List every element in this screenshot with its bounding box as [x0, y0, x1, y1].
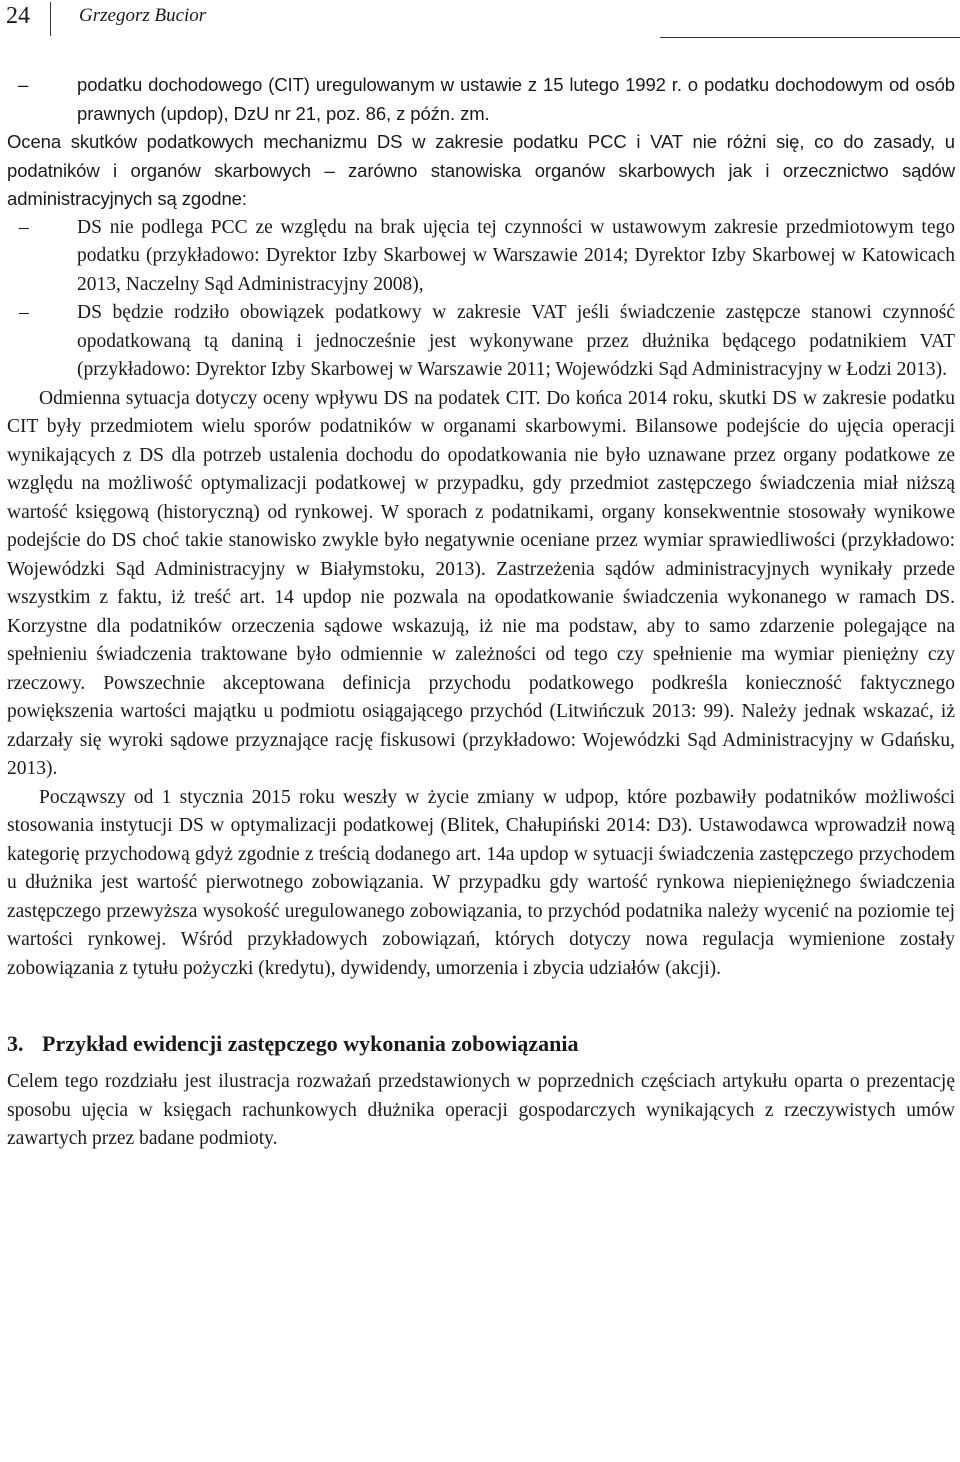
- list-item: [7, 71, 955, 128]
- paragraph: Ocena skutków podatkowych mechanizmu DS w zakresie podatku PCC i VAT nie różni się, co do zasady, u podatników i organów skarbowych – zarówno stanowiska organów skarbowych jak i orzecznictwo sądów administracyjnych są zgodne:: [7, 131, 955, 209]
- paragraph: Celem tego rozdziału jest ilustracja rozważań przedstawionych w poprzednich częściach artykułu oparta o prezentację sposobu ujęcia w księgach rachunkowych dłużnika operacji gospodarczych wynikających z rzeczywistych umów zawartych przez badane podmioty.: [7, 1071, 955, 1149]
- list-item-text: podatku dochodowego (CIT) uregulowanym w ustawie z 15 lutego 1992 r. o podatku dochodowym od osób prawnych (updop), DzU nr 21, poz. 86, z późn. zm.: [77, 74, 955, 124]
- section-title: Przykład ewidencji zastępczego wykonania zobowiązania: [42, 1031, 579, 1056]
- list-item: [7, 214, 955, 300]
- body-text: [7, 71, 955, 1154]
- page-number: 24: [6, 3, 30, 29]
- list-dash: –: [19, 302, 29, 323]
- header-divider: [50, 2, 51, 36]
- section-heading: [7, 1029, 955, 1059]
- paragraph: Odmienna sytuacja dotyczy oceny wpływu DS na podatek CIT. Do końca 2014 roku, skutki DS w zakresie podatku CIT były przedmiotem wielu sporów podatników w organami skarbowymi. Bilansowe podejście do ujęcia operacji wynikających z DS dla potrzeb ustalenia dochodu do opodatkowania nie było uznawane przez organy podatkowe ze względu na możliwość optymalizacji podatkowej w przypadku, gdy przedmiot zastępczego świadczenia miał niższą wartość księgową (historyczną) od rynkowej. W sporach z podatnikami, organy konsekwentnie stosowały wynikowe podejście do DS choć takie stanowisko zwykle było negatywnie oceniane przez wymiar sprawiedliwości (przykładowo: Wojewódzki Sąd Administracyjny w Białymstoku, 2013). Zastrzeżenia sądów administracyjnych wynikały przede wszystkim z faktu, iż treść art. 14 updop nie pozwala na opodatkowanie świadczenia wykonanego w ramach DS. Korzystne dla podatników orzeczenia sądowe wskazują, iż nie ma podstaw, aby to samo zdarzenie polegające na spełnieniu świadczenia traktowane było odmiennie w zależności od tego czy spełnienie ma wymiar pieniężny czy rzeczowy. Powszechnie akceptowana definicja przychodu podatkowego podkreśla konieczność faktycznego powiększenia wartości majątku u podmiotu osiągającego przychód (Litwińczuk 2013: 99). Należy jednak wskazać, iż zdarzały się wyroki sądowe przyznające rację fiskusowi (przykładowo: Wojewódzki Sąd Administracyjny w Gdańsku, 2013).: [7, 387, 955, 779]
- section-number: 3.: [7, 1031, 24, 1056]
- running-head-author: Grzegorz Bucior: [79, 5, 207, 26]
- header-rule-line: [660, 37, 960, 38]
- page-header: [0, 0, 960, 40]
- list-item-text: DS będzie rodziło obowiązek podatkowy w zakresie VAT jeśli świadczenie zastępcze stanowi czynność opodatkowaną tą daniną i jednocześnie jest wykonywane przez dłużnika będącego podatnikiem VAT (przykładowo: Dyrektor Izby Skarbowej w Warszawie 2011; Wojewódzki Sąd Administracyjny w Łodzi 2013).: [77, 302, 955, 380]
- paragraph: Począwszy od 1 stycznia 2015 roku weszły w życie zmiany w udpop, które pozbawiły podatników możliwości stosowania instytucji DS w optymalizacji podatkowej (Blitek, Chałupiński 2014: D3). Ustawodawca wprowadził nową kategorię przychodową gdyż zgodnie z treścią dodanego art. 14a updop w sytuacji świadczenia zastępczego przychodem u dłużnika jest wartość pierwotnego zobowiązania. W przypadku gdy wartość rynkowa niepieniężnego świadczenia zastępczego przewyższa wysokość uregulowanego zobowiązania, to przychód podatnika należy wycenić na poziomie tej wartości rynkowej. Wśród przykładowych zobowiązań, których dotyczy nowa regulacja wymienione zostały zobowiązania z tytułu pożyczki (kredytu), dywidendy, umorzenia i zbycia udziałów (akcji).: [7, 786, 955, 979]
- list-item-text: DS nie podlega PCC ze względu na brak ujęcia tej czynności w ustawowym zakresie przedmiotowym tego podatku (przykładowo: Dyrektor Izby Skarbowej w Warszawie 2014; Dyrektor Izby Skarbowej w Katowicach 2013, Naczelny Sąd Administracyjny 2008),: [77, 216, 955, 295]
- list-dash: –: [18, 74, 29, 95]
- list-item: [7, 299, 955, 385]
- list-dash: –: [19, 216, 29, 238]
